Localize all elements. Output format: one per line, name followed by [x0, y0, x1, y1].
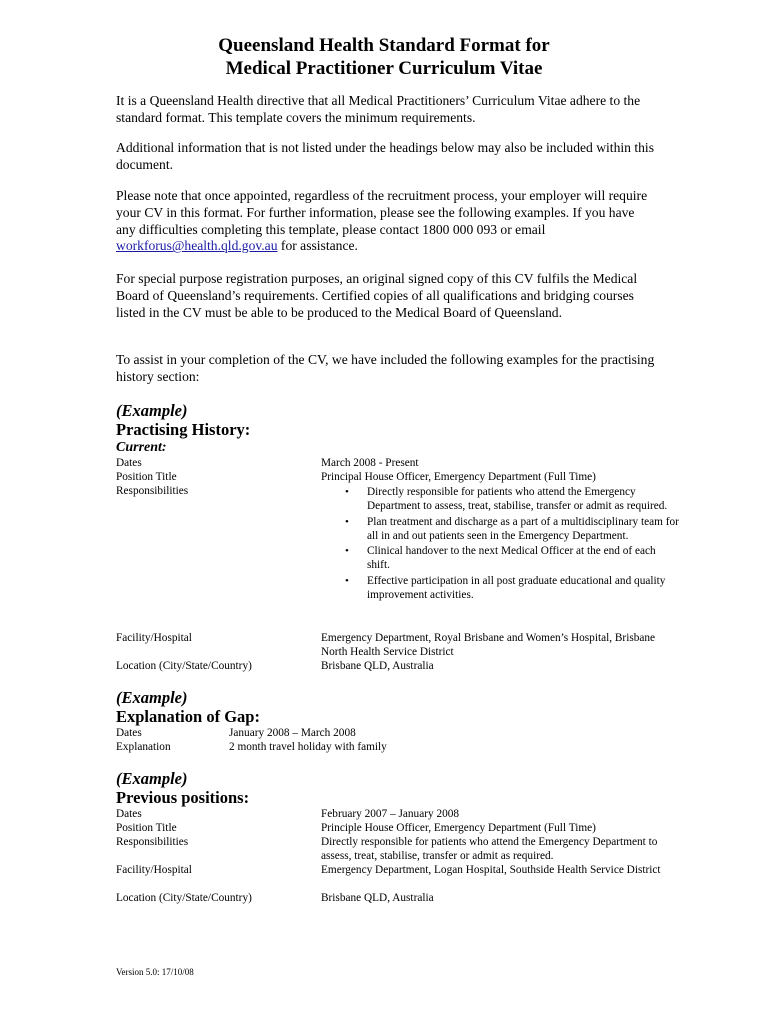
prev-dates-value: February 2007 – January 2008 [321, 808, 460, 820]
intro-paragraph-2: Additional information that is not listed under the headings below may also be included within this document. [116, 140, 654, 172]
position-title-value: Principal House Officer, Emergency Department (Full Time) [321, 471, 596, 483]
prev-responsibilities-label: Responsibilities [116, 836, 189, 848]
dates-label: Dates [116, 457, 142, 469]
location-value: Brisbane QLD, Australia [321, 660, 434, 672]
responsibilities-list [345, 485, 680, 603]
bullet-icon: • [345, 486, 349, 498]
list-item [345, 544, 680, 573]
dates-value: March 2008 - Present [321, 457, 419, 469]
current-subheading: Current: [116, 440, 167, 455]
prev-location-value: Brisbane QLD, Australia [321, 892, 434, 904]
list-item [345, 515, 680, 544]
intro-paragraph-3-tail: for assistance. [277, 238, 358, 254]
example-label: (Example) [116, 688, 188, 707]
prev-responsibilities-value: Directly responsible for patients who attend the Emergency Department to assess, treat, stabilise, transfer or admit as required. [321, 836, 658, 863]
intro-paragraph-3-text: Please note that once appointed, regardless of the recruitment process, your employer will require your CV in this format. For further information, please see the following examples. If you have any difficulties completing this template, please contact 1800 000 093 or email [116, 188, 648, 237]
facility-label: Facility/Hospital [116, 632, 192, 644]
responsibility-text: Effective participation in all post graduate educational and quality improvement activities. [367, 574, 666, 602]
intro-paragraph-1: It is a Queensland Health directive that all Medical Practitioners’ Curriculum Vitae adhere to the standard format. This template covers the minimum requirements. [116, 93, 641, 125]
gap-dates-value: January 2008 – March 2008 [229, 727, 356, 739]
gap-dates-label: Dates [116, 727, 142, 739]
prev-facility-value: Emergency Department, Logan Hospital, Southside Health Service District [321, 864, 661, 876]
gap-heading: Explanation of Gap: [116, 707, 260, 726]
prev-facility-label: Facility/Hospital [116, 864, 192, 876]
email-link[interactable]: workforus@health.qld.gov.au [116, 238, 278, 254]
prev-position-label: Position Title [116, 822, 177, 834]
bullet-icon: • [345, 545, 349, 558]
bullet-icon: • [345, 515, 349, 528]
example-label: (Example) [116, 769, 188, 788]
prev-dates-label: Dates [116, 808, 142, 820]
location-label: Location (City/State/Country) [116, 660, 252, 672]
responsibilities-label: Responsibilities [116, 485, 189, 497]
intro-paragraph-3 [116, 188, 656, 255]
position-title-label: Position Title [116, 471, 177, 483]
example-label: (Example) [116, 401, 188, 420]
practising-history-heading: Practising History: [116, 420, 251, 439]
gap-explanation-label: Explanation [116, 741, 171, 753]
prev-location-label: Location (City/State/Country) [116, 892, 252, 904]
intro-paragraph-4: For special purpose registration purposes, an original signed copy of this CV fulfils the Medical Board of Queensland’s requirements. Certified copies of all qualifications and bridging courses listed in the CV must be able to be produced to the Medical Board of Queensland. [116, 271, 638, 320]
list-item [345, 574, 680, 603]
prev-position-value: Principle House Officer, Emergency Department (Full Time) [321, 822, 596, 834]
gap-explanation-value: 2 month travel holiday with family [229, 741, 387, 753]
document-title-line-1: Queensland Health Standard Format for [218, 35, 550, 56]
responsibility-text: Clinical handover to the next Medical Officer at the end of each shift. [367, 545, 656, 572]
version-footer: Version 5.0: 17/10/08 [116, 967, 194, 977]
document-title-line-2: Medical Practitioner Curriculum Vitae [225, 58, 543, 79]
previous-positions-heading: Previous positions: [116, 788, 250, 807]
facility-value: Emergency Department, Royal Brisbane and Women’s Hospital, Brisbane North Health Service District [321, 632, 656, 659]
bullet-icon: • [345, 574, 349, 587]
responsibility-text: Directly responsible for patients who attend the Emergency Department to assess, treat, stabilise, transfer or admit as required. [367, 486, 668, 513]
list-item [345, 485, 680, 514]
responsibility-text: Plan treatment and discharge as a part of a multidisciplinary team for all in and out patients seen in the Emergency Department. [367, 515, 679, 542]
intro-paragraph-5: To assist in your completion of the CV, we have included the following examples for the practising history section: [116, 352, 655, 384]
